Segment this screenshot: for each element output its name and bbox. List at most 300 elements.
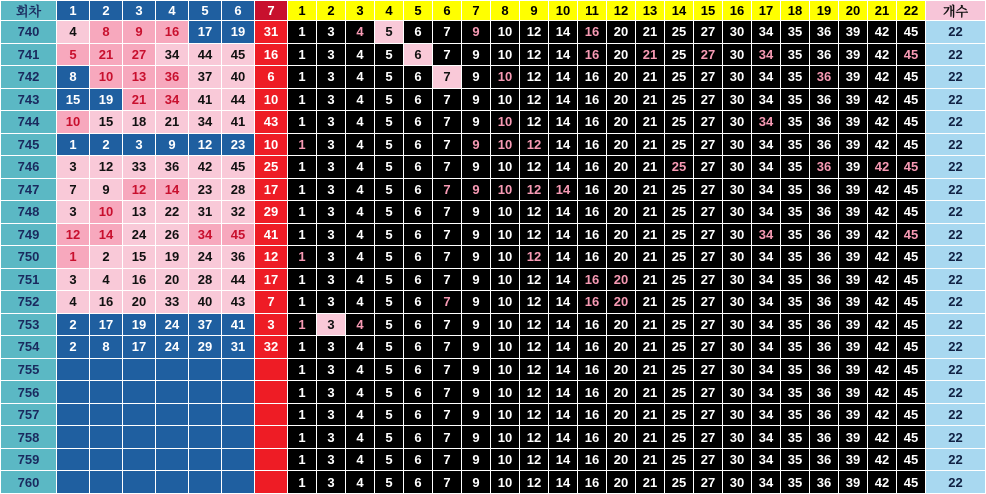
- pick-cell[interactable]: 1: [57, 246, 90, 269]
- grid-cell[interactable]: 4: [346, 471, 375, 494]
- pick-cell[interactable]: 27: [123, 43, 156, 66]
- grid-cell[interactable]: 14: [549, 403, 578, 426]
- grid-cell[interactable]: 34: [752, 66, 781, 89]
- grid-cell[interactable]: 9: [462, 336, 491, 359]
- grid-cell[interactable]: 4: [346, 156, 375, 179]
- pick-cell[interactable]: 14: [156, 178, 189, 201]
- header-pick-2[interactable]: 2: [90, 1, 123, 21]
- pick-cell[interactable]: 17: [189, 21, 222, 44]
- pick-cell[interactable]: 3: [57, 201, 90, 224]
- grid-cell[interactable]: 6: [404, 268, 433, 291]
- grid-cell[interactable]: 10: [491, 426, 520, 449]
- pick-cell[interactable]: 7: [57, 178, 90, 201]
- grid-cell[interactable]: 25: [665, 471, 694, 494]
- grid-cell[interactable]: 27: [694, 336, 723, 359]
- grid-cell[interactable]: 45: [897, 21, 926, 44]
- pick-cell[interactable]: 34: [189, 111, 222, 134]
- grid-cell[interactable]: 30: [723, 291, 752, 314]
- header-grid-15[interactable]: 15: [694, 1, 723, 21]
- pick-cell[interactable]: 36: [156, 66, 189, 89]
- grid-cell[interactable]: 35: [781, 156, 810, 179]
- pick-cell[interactable]: [189, 381, 222, 404]
- grid-cell[interactable]: 39: [839, 471, 868, 494]
- bonus-cell[interactable]: 10: [255, 88, 288, 111]
- grid-cell[interactable]: 16: [578, 178, 607, 201]
- grid-cell[interactable]: 25: [665, 246, 694, 269]
- grid-cell[interactable]: 34: [752, 111, 781, 134]
- grid-cell[interactable]: 12: [520, 156, 549, 179]
- pick-cell[interactable]: [222, 448, 255, 471]
- pick-cell[interactable]: [57, 471, 90, 494]
- pick-cell[interactable]: 43: [222, 291, 255, 314]
- pick-cell[interactable]: 45: [222, 156, 255, 179]
- grid-cell[interactable]: 34: [752, 268, 781, 291]
- pick-cell[interactable]: 36: [222, 246, 255, 269]
- grid-cell[interactable]: 10: [491, 88, 520, 111]
- grid-cell[interactable]: 12: [520, 178, 549, 201]
- grid-cell[interactable]: 45: [897, 448, 926, 471]
- grid-cell[interactable]: 9: [462, 268, 491, 291]
- grid-cell[interactable]: 45: [897, 471, 926, 494]
- grid-cell[interactable]: 1: [288, 156, 317, 179]
- grid-cell[interactable]: 1: [288, 268, 317, 291]
- grid-cell[interactable]: 34: [752, 403, 781, 426]
- grid-cell[interactable]: 16: [578, 133, 607, 156]
- grid-cell[interactable]: 10: [491, 246, 520, 269]
- pick-cell[interactable]: [90, 426, 123, 449]
- grid-cell[interactable]: 36: [810, 471, 839, 494]
- grid-cell[interactable]: 12: [520, 88, 549, 111]
- round-number[interactable]: 759: [1, 448, 57, 471]
- grid-cell[interactable]: 45: [897, 246, 926, 269]
- grid-cell[interactable]: 39: [839, 88, 868, 111]
- grid-cell[interactable]: 45: [897, 291, 926, 314]
- pick-cell[interactable]: 23: [189, 178, 222, 201]
- grid-cell[interactable]: 35: [781, 21, 810, 44]
- pick-cell[interactable]: 31: [222, 336, 255, 359]
- grid-cell[interactable]: 10: [491, 66, 520, 89]
- grid-cell[interactable]: 21: [636, 426, 665, 449]
- grid-cell[interactable]: 45: [897, 381, 926, 404]
- grid-cell[interactable]: 34: [752, 88, 781, 111]
- grid-cell[interactable]: 20: [607, 43, 636, 66]
- round-number[interactable]: 760: [1, 471, 57, 494]
- grid-cell[interactable]: 21: [636, 156, 665, 179]
- grid-cell[interactable]: 20: [607, 223, 636, 246]
- pick-cell[interactable]: [222, 403, 255, 426]
- grid-cell[interactable]: 1: [288, 111, 317, 134]
- grid-cell[interactable]: 1: [288, 336, 317, 359]
- pick-cell[interactable]: [57, 381, 90, 404]
- grid-cell[interactable]: 25: [665, 336, 694, 359]
- grid-cell[interactable]: 35: [781, 381, 810, 404]
- pick-cell[interactable]: 3: [123, 133, 156, 156]
- grid-cell[interactable]: 30: [723, 268, 752, 291]
- grid-cell[interactable]: 6: [404, 426, 433, 449]
- grid-cell[interactable]: 14: [549, 471, 578, 494]
- grid-cell[interactable]: 39: [839, 358, 868, 381]
- grid-cell[interactable]: 6: [404, 66, 433, 89]
- grid-cell[interactable]: 16: [578, 111, 607, 134]
- grid-cell[interactable]: 45: [897, 426, 926, 449]
- pick-cell[interactable]: 12: [57, 223, 90, 246]
- grid-cell[interactable]: 1: [288, 291, 317, 314]
- grid-cell[interactable]: 10: [491, 381, 520, 404]
- round-number[interactable]: 747: [1, 178, 57, 201]
- grid-cell[interactable]: 39: [839, 156, 868, 179]
- grid-cell[interactable]: 30: [723, 403, 752, 426]
- grid-cell[interactable]: 20: [607, 358, 636, 381]
- grid-cell[interactable]: 36: [810, 358, 839, 381]
- grid-cell[interactable]: 25: [665, 291, 694, 314]
- pick-cell[interactable]: [123, 358, 156, 381]
- pick-cell[interactable]: 42: [189, 156, 222, 179]
- grid-cell[interactable]: 10: [491, 178, 520, 201]
- grid-cell[interactable]: 12: [520, 358, 549, 381]
- grid-cell[interactable]: 4: [346, 178, 375, 201]
- pick-cell[interactable]: [189, 471, 222, 494]
- grid-cell[interactable]: 14: [549, 381, 578, 404]
- grid-cell[interactable]: 45: [897, 403, 926, 426]
- bonus-cell[interactable]: 6: [255, 66, 288, 89]
- pick-cell[interactable]: 40: [222, 66, 255, 89]
- header-pick-7[interactable]: 7: [255, 1, 288, 21]
- grid-cell[interactable]: 5: [375, 291, 404, 314]
- grid-cell[interactable]: 14: [549, 268, 578, 291]
- grid-cell[interactable]: 30: [723, 201, 752, 224]
- pick-cell[interactable]: 23: [222, 133, 255, 156]
- grid-cell[interactable]: 39: [839, 178, 868, 201]
- grid-cell[interactable]: 39: [839, 291, 868, 314]
- grid-cell[interactable]: 5: [375, 246, 404, 269]
- grid-cell[interactable]: 45: [897, 133, 926, 156]
- pick-cell[interactable]: 24: [123, 223, 156, 246]
- grid-cell[interactable]: 45: [897, 336, 926, 359]
- grid-cell[interactable]: 9: [462, 448, 491, 471]
- grid-cell[interactable]: 35: [781, 291, 810, 314]
- pick-cell[interactable]: 16: [156, 21, 189, 44]
- grid-cell[interactable]: 16: [578, 448, 607, 471]
- grid-cell[interactable]: 34: [752, 336, 781, 359]
- grid-cell[interactable]: 9: [462, 291, 491, 314]
- pick-cell[interactable]: 32: [222, 201, 255, 224]
- pick-cell[interactable]: 21: [90, 43, 123, 66]
- grid-cell[interactable]: 3: [317, 21, 346, 44]
- pick-cell[interactable]: 37: [189, 313, 222, 336]
- round-number[interactable]: 756: [1, 381, 57, 404]
- grid-cell[interactable]: 35: [781, 471, 810, 494]
- bonus-cell[interactable]: 43: [255, 111, 288, 134]
- grid-cell[interactable]: 5: [375, 403, 404, 426]
- bonus-cell[interactable]: 41: [255, 223, 288, 246]
- pick-cell[interactable]: 44: [189, 43, 222, 66]
- pick-cell[interactable]: 14: [90, 223, 123, 246]
- pick-cell[interactable]: [222, 426, 255, 449]
- grid-cell[interactable]: 42: [868, 268, 897, 291]
- grid-cell[interactable]: 10: [491, 156, 520, 179]
- pick-cell[interactable]: 26: [156, 223, 189, 246]
- grid-cell[interactable]: 42: [868, 291, 897, 314]
- pick-cell[interactable]: [57, 448, 90, 471]
- grid-cell[interactable]: 1: [288, 223, 317, 246]
- grid-cell[interactable]: 16: [578, 268, 607, 291]
- grid-cell[interactable]: 45: [897, 111, 926, 134]
- grid-cell[interactable]: 36: [810, 66, 839, 89]
- grid-cell[interactable]: 42: [868, 43, 897, 66]
- pick-cell[interactable]: 24: [156, 336, 189, 359]
- pick-cell[interactable]: 45: [222, 43, 255, 66]
- grid-cell[interactable]: 42: [868, 426, 897, 449]
- grid-cell[interactable]: 4: [346, 88, 375, 111]
- pick-cell[interactable]: 34: [156, 43, 189, 66]
- grid-cell[interactable]: 1: [288, 448, 317, 471]
- grid-cell[interactable]: 6: [404, 111, 433, 134]
- pick-cell[interactable]: 41: [222, 313, 255, 336]
- grid-cell[interactable]: 36: [810, 448, 839, 471]
- grid-cell[interactable]: 7: [433, 43, 462, 66]
- grid-cell[interactable]: 3: [317, 291, 346, 314]
- pick-cell[interactable]: 9: [156, 133, 189, 156]
- grid-cell[interactable]: 21: [636, 448, 665, 471]
- grid-cell[interactable]: 36: [810, 403, 839, 426]
- grid-cell[interactable]: 9: [462, 133, 491, 156]
- pick-cell[interactable]: 2: [57, 336, 90, 359]
- grid-cell[interactable]: 1: [288, 178, 317, 201]
- grid-cell[interactable]: 36: [810, 336, 839, 359]
- header-grid-22[interactable]: 22: [897, 1, 926, 21]
- pick-cell[interactable]: [90, 358, 123, 381]
- grid-cell[interactable]: 9: [462, 381, 491, 404]
- pick-cell[interactable]: 28: [189, 268, 222, 291]
- pick-cell[interactable]: 19: [156, 246, 189, 269]
- grid-cell[interactable]: 12: [520, 291, 549, 314]
- pick-cell[interactable]: 41: [189, 88, 222, 111]
- grid-cell[interactable]: 20: [607, 471, 636, 494]
- pick-cell[interactable]: 33: [123, 156, 156, 179]
- pick-cell[interactable]: [156, 448, 189, 471]
- grid-cell[interactable]: 3: [317, 403, 346, 426]
- grid-cell[interactable]: 14: [549, 426, 578, 449]
- grid-cell[interactable]: 45: [897, 268, 926, 291]
- grid-cell[interactable]: 7: [433, 88, 462, 111]
- grid-cell[interactable]: 6: [404, 88, 433, 111]
- grid-cell[interactable]: 4: [346, 358, 375, 381]
- grid-cell[interactable]: 6: [404, 291, 433, 314]
- pick-cell[interactable]: 33: [156, 291, 189, 314]
- pick-cell[interactable]: [90, 381, 123, 404]
- grid-cell[interactable]: 27: [694, 66, 723, 89]
- grid-cell[interactable]: 35: [781, 403, 810, 426]
- grid-cell[interactable]: 25: [665, 156, 694, 179]
- grid-cell[interactable]: 42: [868, 66, 897, 89]
- pick-cell[interactable]: [57, 426, 90, 449]
- grid-cell[interactable]: 39: [839, 223, 868, 246]
- grid-cell[interactable]: 45: [897, 43, 926, 66]
- grid-cell[interactable]: 42: [868, 21, 897, 44]
- header-grid-18[interactable]: 18: [781, 1, 810, 21]
- header-grid-19[interactable]: 19: [810, 1, 839, 21]
- grid-cell[interactable]: 12: [520, 133, 549, 156]
- grid-cell[interactable]: 16: [578, 88, 607, 111]
- grid-cell[interactable]: 4: [346, 448, 375, 471]
- grid-cell[interactable]: 7: [433, 111, 462, 134]
- pick-cell[interactable]: [156, 358, 189, 381]
- grid-cell[interactable]: 39: [839, 21, 868, 44]
- pick-cell[interactable]: 10: [90, 201, 123, 224]
- grid-cell[interactable]: 6: [404, 223, 433, 246]
- grid-cell[interactable]: 9: [462, 43, 491, 66]
- grid-cell[interactable]: 9: [462, 201, 491, 224]
- grid-cell[interactable]: 25: [665, 313, 694, 336]
- grid-cell[interactable]: 14: [549, 21, 578, 44]
- grid-cell[interactable]: 35: [781, 223, 810, 246]
- grid-cell[interactable]: 14: [549, 246, 578, 269]
- grid-cell[interactable]: 20: [607, 111, 636, 134]
- bonus-cell[interactable]: [255, 403, 288, 426]
- pick-cell[interactable]: 45: [222, 223, 255, 246]
- grid-cell[interactable]: 27: [694, 381, 723, 404]
- grid-cell[interactable]: 16: [578, 43, 607, 66]
- header-pick-4[interactable]: 4: [156, 1, 189, 21]
- grid-cell[interactable]: 12: [520, 246, 549, 269]
- grid-cell[interactable]: 3: [317, 66, 346, 89]
- grid-cell[interactable]: 7: [433, 178, 462, 201]
- grid-cell[interactable]: 20: [607, 88, 636, 111]
- grid-cell[interactable]: 42: [868, 471, 897, 494]
- pick-cell[interactable]: [123, 403, 156, 426]
- grid-cell[interactable]: 14: [549, 358, 578, 381]
- grid-cell[interactable]: 12: [520, 66, 549, 89]
- bonus-cell[interactable]: 12: [255, 246, 288, 269]
- grid-cell[interactable]: 36: [810, 111, 839, 134]
- grid-cell[interactable]: 20: [607, 246, 636, 269]
- grid-cell[interactable]: 7: [433, 66, 462, 89]
- grid-cell[interactable]: 3: [317, 133, 346, 156]
- round-number[interactable]: 751: [1, 268, 57, 291]
- grid-cell[interactable]: 20: [607, 156, 636, 179]
- header-pick-6[interactable]: 6: [222, 1, 255, 21]
- grid-cell[interactable]: 36: [810, 43, 839, 66]
- header-grid-8[interactable]: 8: [491, 1, 520, 21]
- grid-cell[interactable]: 30: [723, 66, 752, 89]
- grid-cell[interactable]: 12: [520, 223, 549, 246]
- grid-cell[interactable]: 35: [781, 313, 810, 336]
- grid-cell[interactable]: 7: [433, 336, 462, 359]
- grid-cell[interactable]: 27: [694, 178, 723, 201]
- pick-cell[interactable]: 10: [57, 111, 90, 134]
- grid-cell[interactable]: 1: [288, 133, 317, 156]
- pick-cell[interactable]: 18: [123, 111, 156, 134]
- grid-cell[interactable]: 42: [868, 201, 897, 224]
- header-grid-11[interactable]: 11: [578, 1, 607, 21]
- grid-cell[interactable]: 42: [868, 403, 897, 426]
- grid-cell[interactable]: 39: [839, 403, 868, 426]
- grid-cell[interactable]: 10: [491, 268, 520, 291]
- grid-cell[interactable]: 7: [433, 471, 462, 494]
- grid-cell[interactable]: 39: [839, 43, 868, 66]
- pick-cell[interactable]: 40: [189, 291, 222, 314]
- grid-cell[interactable]: 34: [752, 381, 781, 404]
- pick-cell[interactable]: [222, 381, 255, 404]
- grid-cell[interactable]: 21: [636, 268, 665, 291]
- grid-cell[interactable]: 4: [346, 201, 375, 224]
- grid-cell[interactable]: 25: [665, 133, 694, 156]
- grid-cell[interactable]: 16: [578, 381, 607, 404]
- grid-cell[interactable]: 34: [752, 201, 781, 224]
- grid-cell[interactable]: 39: [839, 336, 868, 359]
- grid-cell[interactable]: 30: [723, 111, 752, 134]
- grid-cell[interactable]: 9: [462, 178, 491, 201]
- pick-cell[interactable]: 8: [90, 21, 123, 44]
- pick-cell[interactable]: 16: [90, 291, 123, 314]
- grid-cell[interactable]: 20: [607, 268, 636, 291]
- bonus-cell[interactable]: 17: [255, 178, 288, 201]
- grid-cell[interactable]: 36: [810, 268, 839, 291]
- grid-cell[interactable]: 6: [404, 336, 433, 359]
- grid-cell[interactable]: 45: [897, 88, 926, 111]
- grid-cell[interactable]: 10: [491, 201, 520, 224]
- grid-cell[interactable]: 35: [781, 336, 810, 359]
- grid-cell[interactable]: 12: [520, 336, 549, 359]
- grid-cell[interactable]: 1: [288, 201, 317, 224]
- header-grid-20[interactable]: 20: [839, 1, 868, 21]
- grid-cell[interactable]: 34: [752, 21, 781, 44]
- round-number[interactable]: 750: [1, 246, 57, 269]
- bonus-cell[interactable]: [255, 471, 288, 494]
- grid-cell[interactable]: 5: [375, 471, 404, 494]
- grid-cell[interactable]: 36: [810, 313, 839, 336]
- grid-cell[interactable]: 5: [375, 426, 404, 449]
- grid-cell[interactable]: 16: [578, 426, 607, 449]
- grid-cell[interactable]: 30: [723, 336, 752, 359]
- header-grid-5[interactable]: 5: [404, 1, 433, 21]
- grid-cell[interactable]: 9: [462, 358, 491, 381]
- header-grid-7[interactable]: 7: [462, 1, 491, 21]
- header-grid-21[interactable]: 21: [868, 1, 897, 21]
- grid-cell[interactable]: 27: [694, 403, 723, 426]
- grid-cell[interactable]: 39: [839, 448, 868, 471]
- grid-cell[interactable]: 14: [549, 291, 578, 314]
- grid-cell[interactable]: 34: [752, 291, 781, 314]
- pick-cell[interactable]: 1: [57, 133, 90, 156]
- round-number[interactable]: 746: [1, 156, 57, 179]
- bonus-cell[interactable]: 16: [255, 43, 288, 66]
- grid-cell[interactable]: 34: [752, 246, 781, 269]
- grid-cell[interactable]: 21: [636, 21, 665, 44]
- grid-cell[interactable]: 39: [839, 313, 868, 336]
- grid-cell[interactable]: 5: [375, 178, 404, 201]
- grid-cell[interactable]: 27: [694, 133, 723, 156]
- bonus-cell[interactable]: [255, 448, 288, 471]
- grid-cell[interactable]: 7: [433, 381, 462, 404]
- grid-cell[interactable]: 12: [520, 471, 549, 494]
- grid-cell[interactable]: 39: [839, 426, 868, 449]
- grid-cell[interactable]: 4: [346, 291, 375, 314]
- grid-cell[interactable]: 36: [810, 21, 839, 44]
- pick-cell[interactable]: 12: [90, 156, 123, 179]
- header-grid-16[interactable]: 16: [723, 1, 752, 21]
- grid-cell[interactable]: 6: [404, 21, 433, 44]
- grid-cell[interactable]: 14: [549, 156, 578, 179]
- round-number[interactable]: 757: [1, 403, 57, 426]
- grid-cell[interactable]: 42: [868, 133, 897, 156]
- grid-cell[interactable]: 39: [839, 201, 868, 224]
- grid-cell[interactable]: 39: [839, 381, 868, 404]
- grid-cell[interactable]: 20: [607, 21, 636, 44]
- grid-cell[interactable]: 1: [288, 43, 317, 66]
- grid-cell[interactable]: 7: [433, 358, 462, 381]
- grid-cell[interactable]: 25: [665, 88, 694, 111]
